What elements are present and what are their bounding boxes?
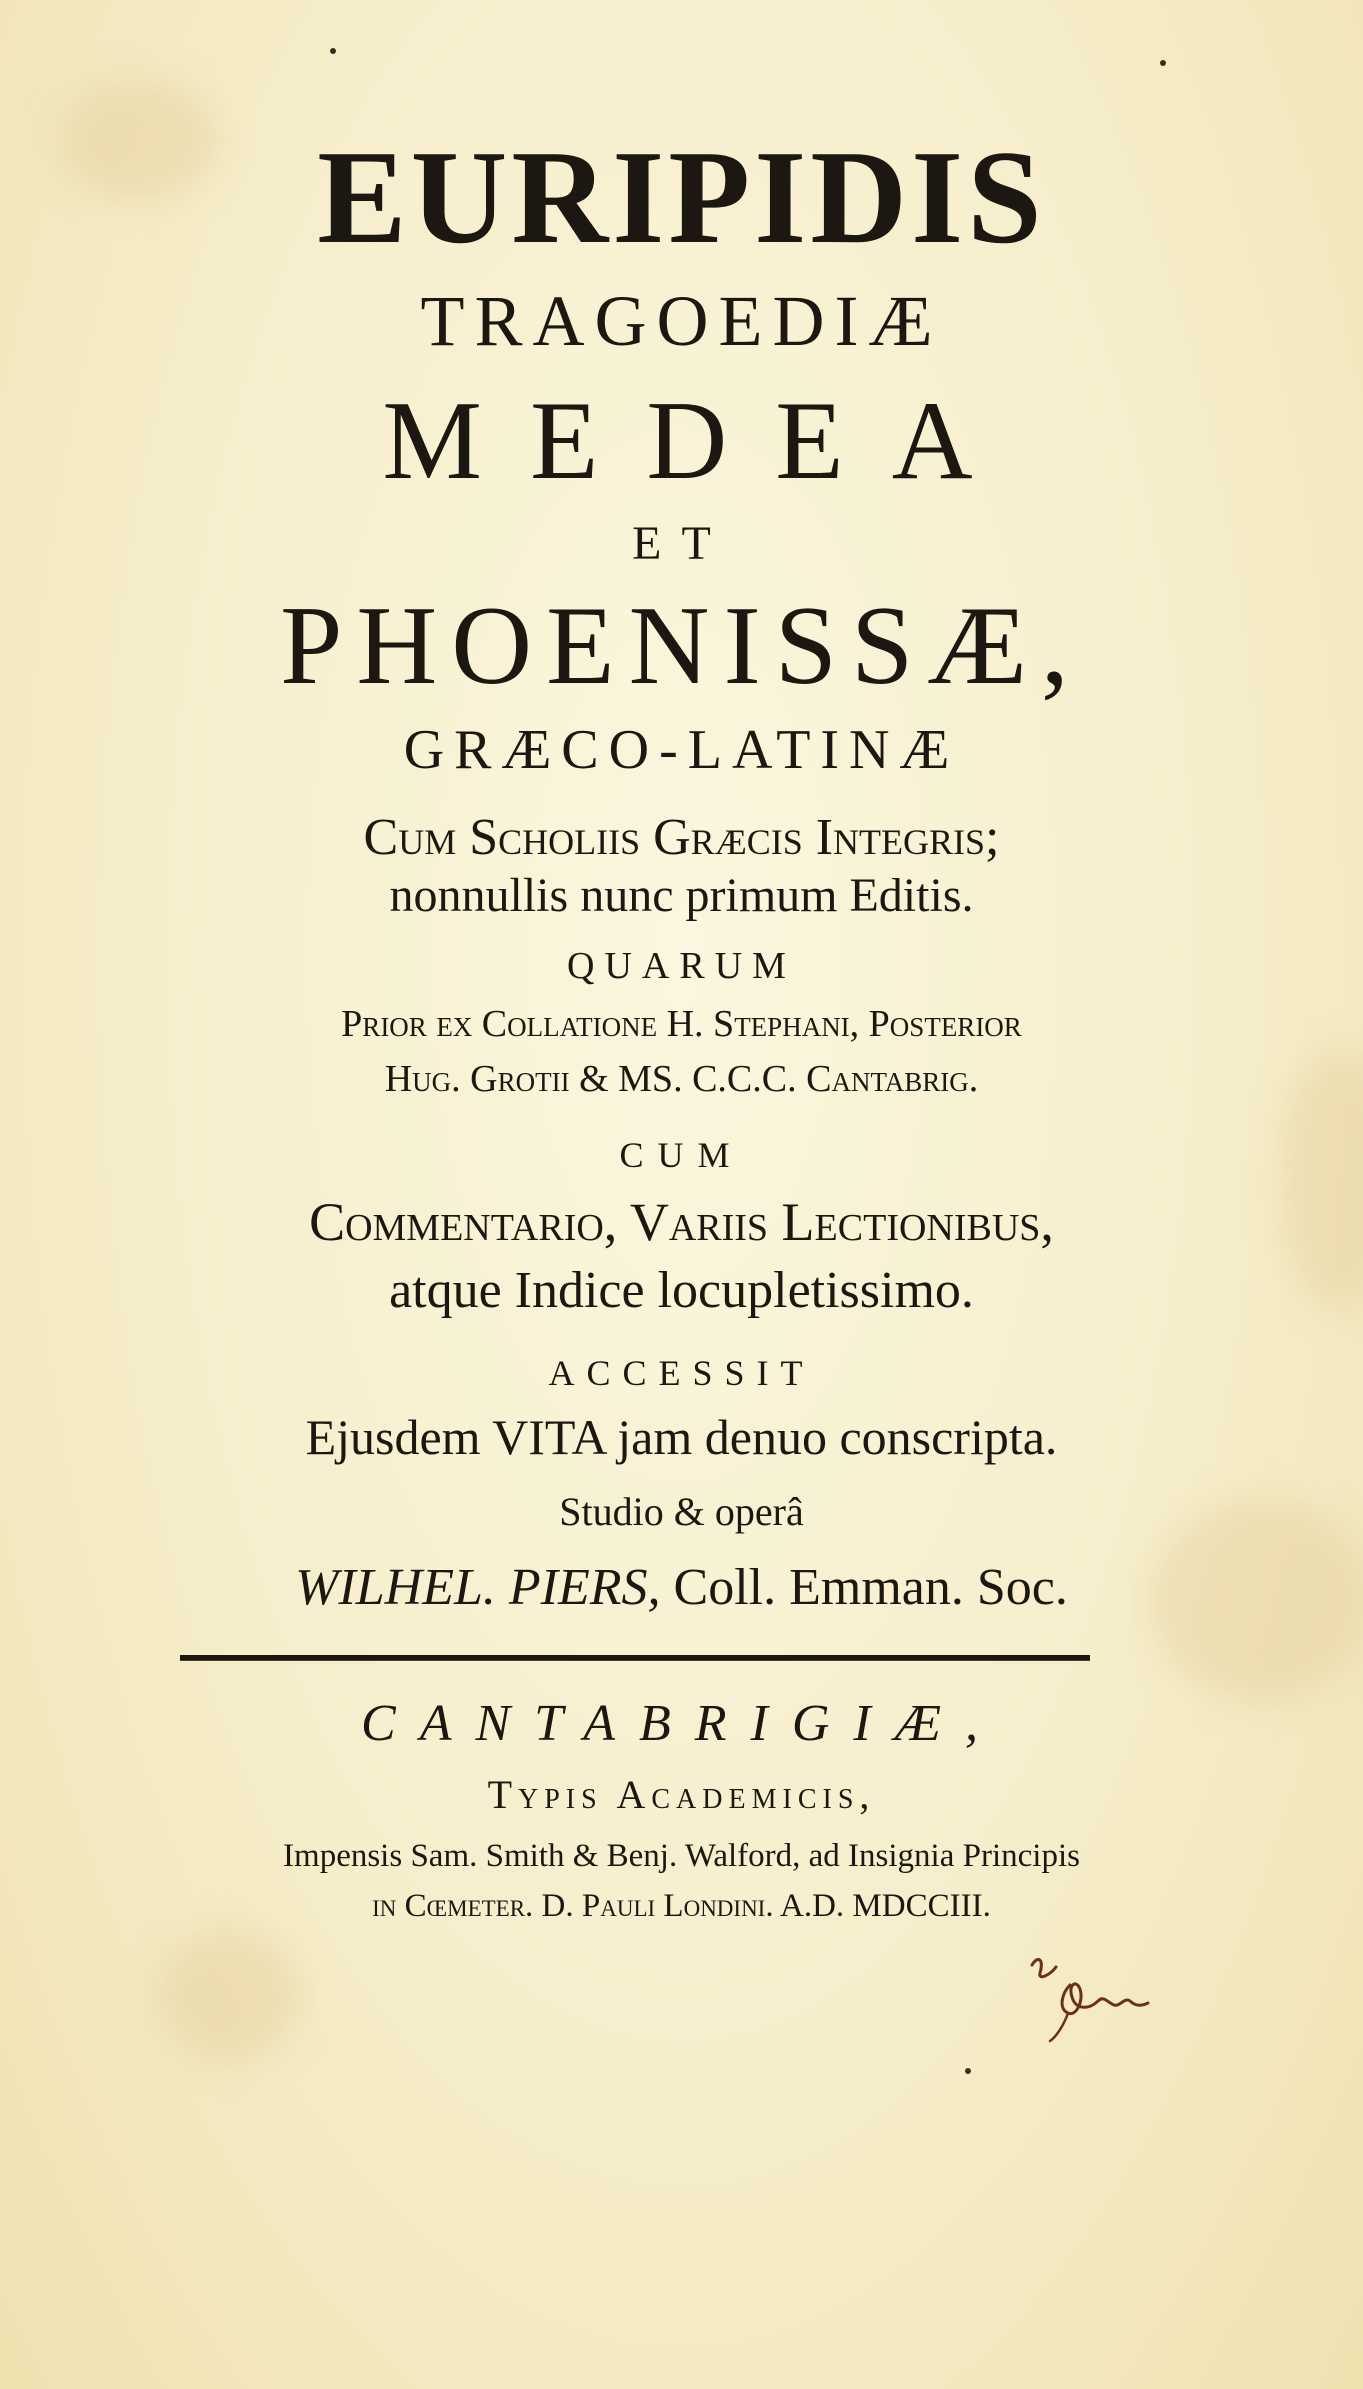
paper-stain — [160, 1930, 300, 2060]
collation-line-2: Hug. Grotii & MS. C.C.C. Cantabrig. — [384, 1058, 979, 1100]
studio-line: Studio & operâ — [559, 1489, 804, 1534]
editor-name: WILHEL. PIERS, — [295, 1559, 661, 1616]
quarum-line: QUARUM — [567, 945, 796, 987]
genre-line: TRAGOEDIÆ — [420, 281, 943, 361]
ink-speck — [965, 2068, 971, 2074]
vita-line: Ejusdem VITA jam denuo conscripta. — [305, 1409, 1058, 1465]
imprint-publishers: Impensis Sam. Smith & Benj. Walford, ad Insignia Principis — [283, 1838, 1080, 1874]
imprint-location: in Cœmeter. D. Pauli Londini. A.D. MDCCIII. — [372, 1888, 991, 1924]
cum-line: CUM — [619, 1135, 744, 1175]
play-title-phoenissae: PHOENISSÆ, — [280, 584, 1083, 708]
divider-rule — [180, 1655, 1090, 1661]
author-heading: EURIPIDIS — [317, 123, 1046, 271]
imprint-press: Typis Academicis, — [487, 1772, 876, 1817]
play-title-medea: MEDEA — [382, 379, 1021, 503]
scholia-line-2: nonnullis nunc primum Editis. — [389, 869, 974, 922]
conjunction-et: ET — [632, 517, 731, 570]
language-line: GRÆCO-LATINÆ — [403, 719, 960, 781]
commentary-line-2: atque Indice locupletissimo. — [389, 1262, 974, 1319]
ink-speck — [330, 48, 336, 54]
imprint-city: CANTABRIGIÆ, — [361, 1695, 1002, 1752]
editor-affiliation: Coll. Emman. Soc. — [673, 1559, 1068, 1616]
handwritten-signature — [1010, 1945, 1190, 2055]
scholia-line-1: Cum Scholiis Græcis Integris; — [363, 809, 1000, 866]
accessit-line: ACCESSIT — [548, 1353, 815, 1393]
ink-speck — [1160, 60, 1166, 66]
collation-line-1: Prior ex Collatione H. Stephani, Posterior — [341, 1003, 1022, 1045]
commentary-line-1: Commentario, Variis Lectionibus, — [309, 1192, 1054, 1252]
editor-line — [0, 1559, 1363, 1616]
